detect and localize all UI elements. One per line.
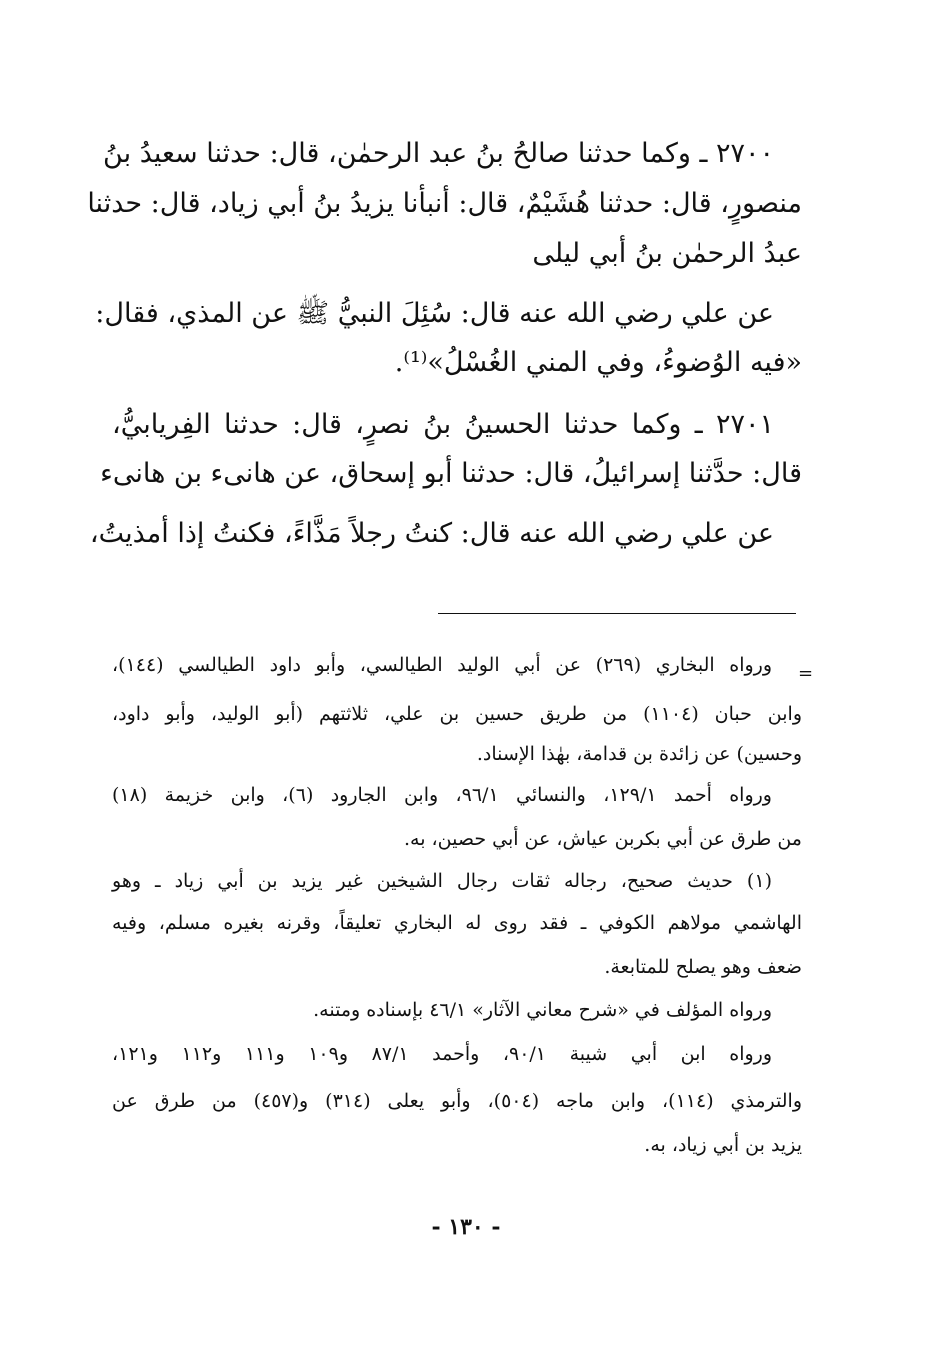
footnote-divider [438,613,796,614]
footnote-p2-line-1: ورواه أحمد ١٢٩/١، والنسائي ٩٦/١، وابن الجارود (٦)، وابن خزيمة (١٨) [112,784,772,806]
footnote-1-p3-line-1: ورواه ابن أبي شيبة ٩٠/١، وأحمد ٨٧/١ و١٠٩ و١١١ و١١٢ و١٢١، [112,1043,772,1065]
footnote-p2-line-2: من طرق عن أبي بكربن عياش، عن أبي حصين، به. [403,828,802,850]
footnote-1-p2-line-1: ورواه المؤلف في «شرح معاني الآثار» ٤٦/١ بإسناده ومتنه. [313,999,772,1021]
footnote-1-p3-line-3: يزيد بن أبي زياد، به. [644,1134,802,1156]
footnote-p1-line-1: ورواه البخاري (٢٦٩) عن أبي الوليد الطيالسي، وأبو داود الطيالسي (١٤٤)، [112,654,773,676]
hadith-2700-line-2: منصورٍ، قال: حدثنا هُشَيْمٌ، قال: أنبأنا يزيدُ بنُ أبي زياد، قال: حدثنا [87,188,802,219]
footnote-p1-line-3: وحسين) عن زائدة بن قدامة، بهٰذا الإسناد. [476,743,802,765]
footnote-1-line-3: ضعف وهو يصلح للمتابعة. [604,956,802,978]
page-number: - ١٣٠ - [431,1214,501,1240]
footnote-1-line-2: الهاشمي مولاهم الكوفي ـ فقد روى له البخاري تعليقاً، وقرنه بغيره مسلم، وفيه [112,912,802,934]
footnote-p1-line-2: وابن حبان (١١٠٤) من طريق حسين بن علي، ثلاثتهم (أبو الوليد، وأبو داود، [112,703,802,725]
footnote-1-p3-line-2: والترمذي (١١٤)، وابن ماجه (٥٠٤)، وأبو يعلى (٣١٤) و(٤٥٧) من طرق عن [112,1090,803,1112]
hadith-2700-matn-line-1: عن علي رضي الله عنه قال: سُئِلَ النبيُّ ﷺ عن المذي، فقال: [95,298,774,329]
hadith-2700-matn-line-2: «فيه الوُضوءُ، وفي المني الغُسْلُ»⁽¹⁾. [394,347,802,378]
hadith-2700-line-3: عبدُ الرحمٰن بنُ أبي ليلى [532,238,802,269]
footnote-continuation-mark: = [798,663,814,684]
hadith-2701-line-1: ٢٧٠١ ـ وكما حدثنا الحسينُ بنُ نصرٍ، قال: حدثنا الفِريابيُّ، [112,409,774,440]
footnote-1-line-1: (١) حديث صحيح، رجاله ثقات رجال الشيخين غير يزيد بن أبي زياد ـ وهو [112,870,772,892]
hadith-2700-line-1: ٢٧٠٠ ـ وكما حدثنا صالحُ بنُ عبد الرحمٰن، قال: حدثنا سعيدُ بنُ [103,138,774,169]
hadith-2701-line-2: قال: حدَّثنا إسرائيلُ، قال: حدثنا أبو إسحاق، عن هانىء بن هانىء [100,458,802,489]
hadith-2701-matn-line-1: عن علي رضي الله عنه قال: كنتُ رجلاً مَذَّاءً، فكنتُ إذا أمذيتُ، [89,518,774,549]
